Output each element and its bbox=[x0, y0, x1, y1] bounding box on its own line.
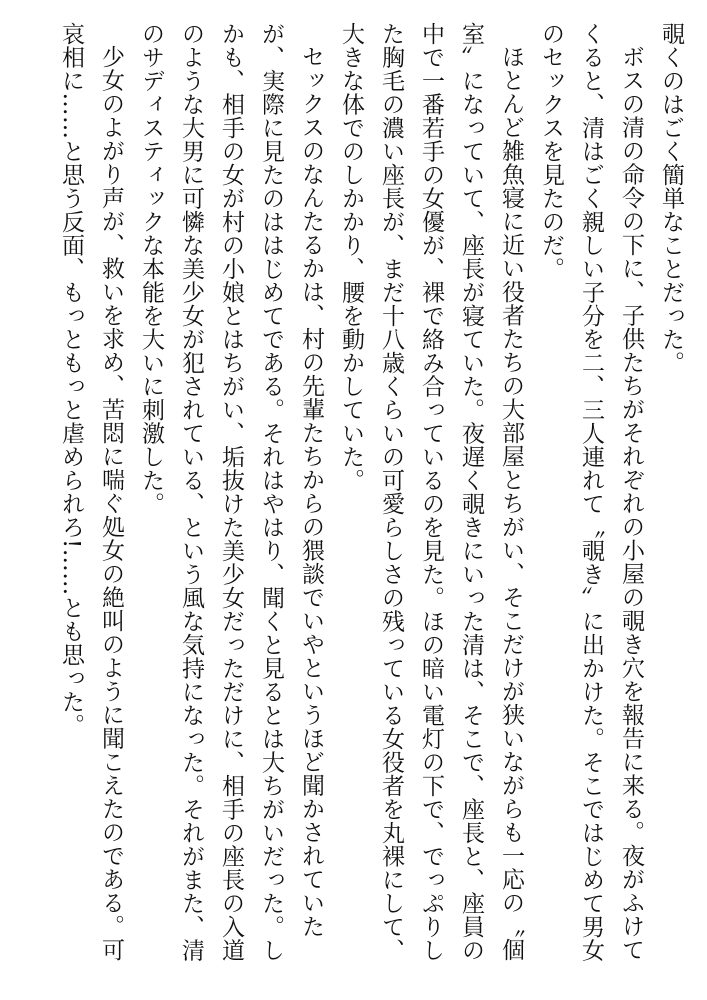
paragraph-5: 少女のよがり声が、救いを求め、苦悶に喘ぐ処女の絶叫のように聞こえたのである。可哀相に……と思う反面、もっともっと虐められろ!……とも思った。 bbox=[58, 22, 124, 962]
paragraph-3: ほとんど雑魚寝に近い役者たちの大部屋とちがい、そこだけが狭いながらも一応の〝個室〟になっていて、座長が寝ていた。夜遅く覗きにいった清は、そこで、座長と、座員の中で一番若手の女優が、裸で絡み合っているのを見た。ほの暗い電灯の下で、でっぷりした胸毛の濃い座長が、まだ十八歳くらいの可愛らしさの残っている女役者を丸裸にして、大きな体でのしかかり、腰を動かしていた。 bbox=[338, 22, 524, 962]
paragraph-4: セックスのなんたるかは、村の先輩たちからの猥談でいやというほど聞かされていたが、実際に見たのははじめてである。それはやはり、聞くと見るとは大ちがいだった。しかも、相手の女が村の小娘とはちがい、垢抜けた美少女だっただけに、相手の座長の入道のような大男に可憐な美少女が犯されている、という風な気持になった。それがまた、清のサディスティックな本能を大いに刺激した。 bbox=[138, 22, 324, 962]
vertical-text-page bbox=[16, 22, 691, 982]
paragraph-1: 覗くのはごく簡単なことだった。 bbox=[658, 22, 684, 375]
paragraph-2: ボスの清の命令の下に、子供たちがそれぞれの小屋の覗き穴を報告に来る。夜がふけてくると、清はごく親しい子分を二、三人連れて〝覗き〟に出かけた。そこではじめて男女のセックスを見たのだ。 bbox=[538, 22, 644, 962]
